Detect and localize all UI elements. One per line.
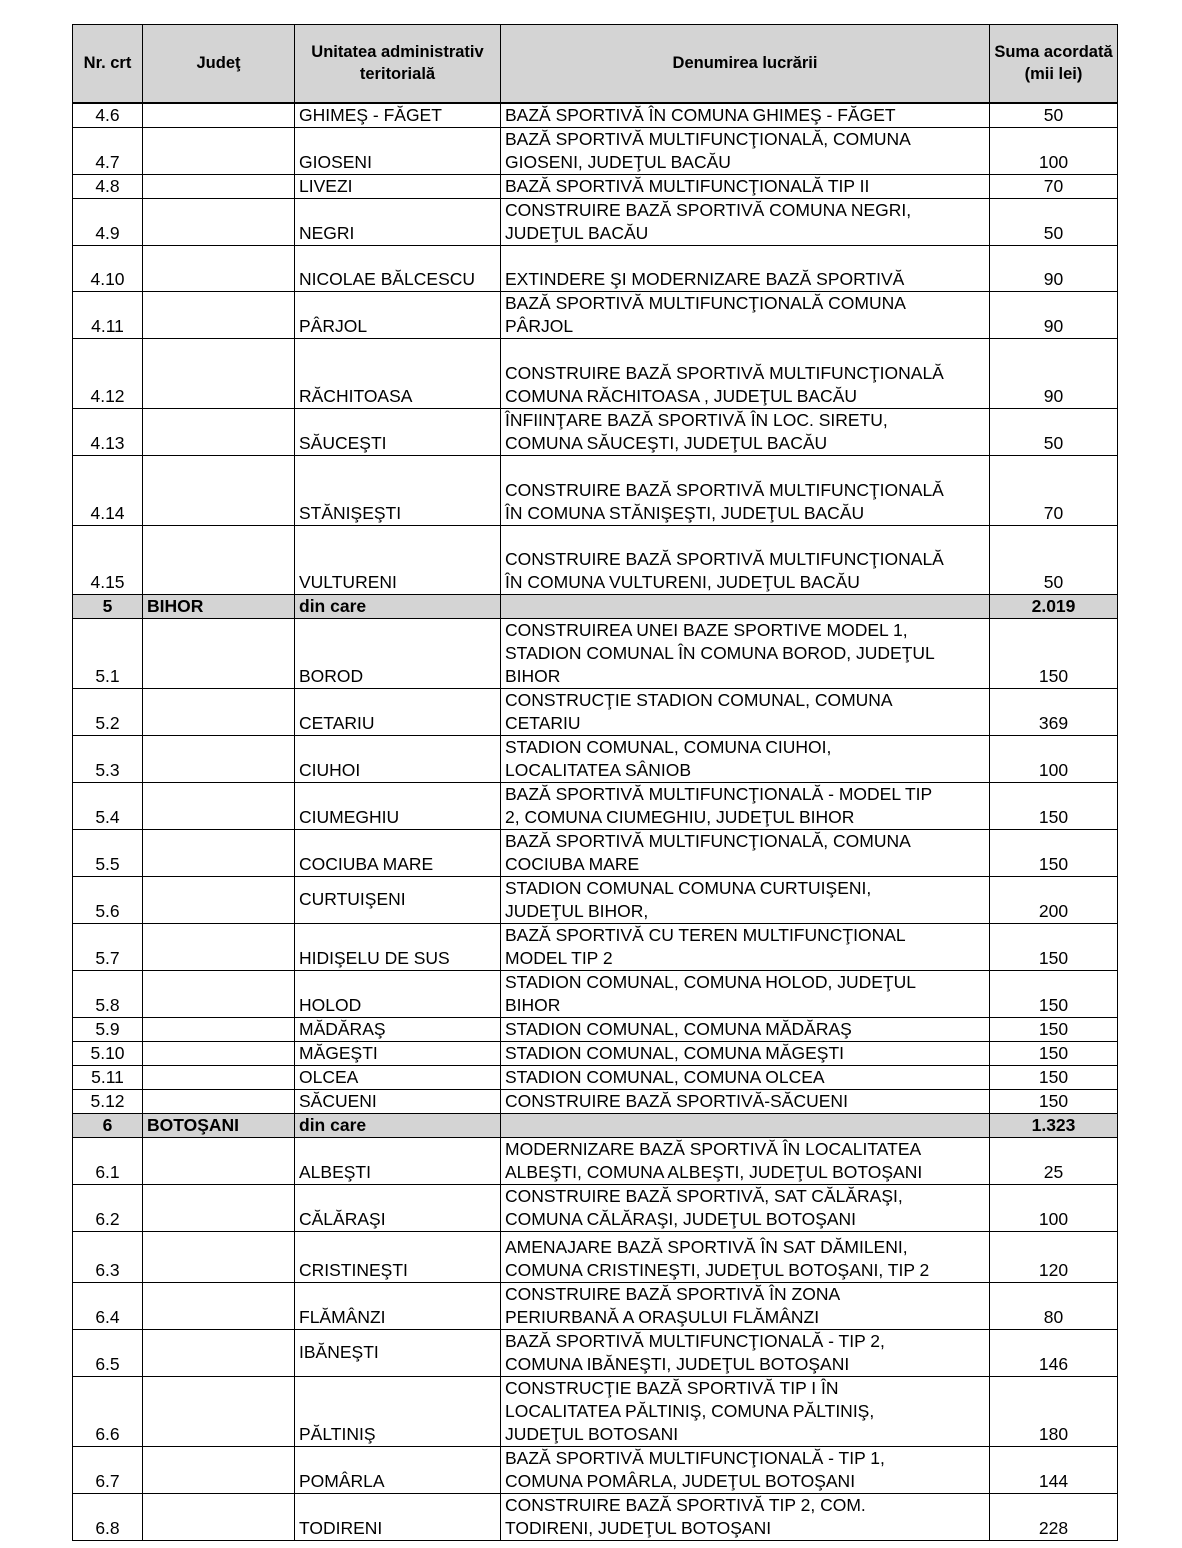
cell-nr: 4.12 — [73, 338, 143, 408]
table-row — [73, 1329, 1118, 1376]
cell-suma: 150 — [990, 1089, 1118, 1113]
denumire-line: CONSTRUIRE BAZĂ SPORTIVĂ COMUNA NEGRI, — [505, 199, 912, 220]
cell-uat: PÂRJOL — [295, 291, 501, 338]
cell-nr: 6 — [73, 1113, 143, 1137]
cell-suma: 70 — [990, 174, 1118, 198]
cell-nr: 5.2 — [73, 688, 143, 735]
cell-denumire — [501, 1089, 990, 1113]
cell-uat: HOLOD — [295, 970, 501, 1017]
denumire-line: CONSTRUIRE BAZĂ SPORTIVĂ MULTIFUNCŢIONALĂ — [505, 362, 944, 383]
cell-uat: CIUHOI — [295, 735, 501, 782]
denumire-line: CONSTRUCŢIE STADION COMUNAL, COMUNA — [505, 689, 893, 710]
cell-uat: MĂDĂRAŞ — [295, 1017, 501, 1041]
denumire-line: CONSTRUIRE BAZĂ SPORTIVĂ TIP 2, COM. — [505, 1494, 866, 1515]
cell-suma: 150 — [990, 1041, 1118, 1065]
cell-suma: 150 — [990, 829, 1118, 876]
cell-judet — [143, 876, 295, 923]
denumire-line: STADION COMUNAL, COMUNA OLCEA — [505, 1066, 825, 1087]
cell-denumire — [501, 594, 990, 618]
cell-denumire — [501, 198, 990, 245]
cell-nr: 6.2 — [73, 1184, 143, 1231]
cell-nr: 4.6 — [73, 103, 143, 128]
cell-nr: 6.4 — [73, 1282, 143, 1329]
cell-uat: TODIRENI — [295, 1493, 501, 1540]
denumire-line: CONSTRUIRE BAZĂ SPORTIVĂ MULTIFUNCŢIONALĂ — [505, 548, 944, 569]
cell-nr: 4.11 — [73, 291, 143, 338]
cell-judet — [143, 525, 295, 594]
cell-suma: 1.323 — [990, 1113, 1118, 1137]
table-row — [73, 1446, 1118, 1493]
group-row — [73, 594, 1118, 618]
table-row — [73, 1017, 1118, 1041]
cell-uat: PĂLTINIŞ — [295, 1376, 501, 1446]
table-row — [73, 1184, 1118, 1231]
cell-nr: 4.7 — [73, 127, 143, 174]
denumire-line: JUDEŢUL BIHOR, — [505, 900, 649, 921]
cell-judet — [143, 1446, 295, 1493]
table-row — [73, 876, 1118, 923]
cell-judet — [143, 1282, 295, 1329]
cell-uat: LIVEZI — [295, 174, 501, 198]
cell-nr: 6.5 — [73, 1329, 143, 1376]
cell-uat: CURTUIŞENI — [295, 876, 501, 923]
table-row — [73, 688, 1118, 735]
table-row — [73, 735, 1118, 782]
cell-judet — [143, 1065, 295, 1089]
table-row — [73, 829, 1118, 876]
cell-suma: 228 — [990, 1493, 1118, 1540]
cell-judet — [143, 455, 295, 525]
cell-denumire — [501, 1041, 990, 1065]
cell-denumire — [501, 174, 990, 198]
denumire-line: STADION COMUNAL, COMUNA HOLOD, JUDEŢUL — [505, 971, 916, 992]
cell-uat: din care — [295, 1113, 501, 1137]
cell-nr: 6.8 — [73, 1493, 143, 1540]
cell-nr: 5 — [73, 594, 143, 618]
denumire-line: STADION COMUNAL ÎN COMUNA BOROD, JUDEŢUL — [505, 642, 935, 663]
cell-judet: BIHOR — [143, 594, 295, 618]
table-header-row — [73, 25, 1118, 103]
cell-suma: 180 — [990, 1376, 1118, 1446]
cell-nr: 4.9 — [73, 198, 143, 245]
cell-denumire — [501, 735, 990, 782]
cell-nr: 5.11 — [73, 1065, 143, 1089]
cell-denumire — [501, 245, 990, 291]
denumire-line: JUDEŢUL BACĂU — [505, 222, 649, 243]
cell-denumire — [501, 876, 990, 923]
cell-denumire — [501, 1231, 990, 1282]
denumire-line: TODIRENI, JUDEŢUL BOTOŞANI — [505, 1517, 772, 1538]
cell-suma: 150 — [990, 1065, 1118, 1089]
cell-suma: 146 — [990, 1329, 1118, 1376]
denumire-line: ÎN COMUNA STĂNIŞEŞTI, JUDEŢUL BACĂU — [505, 502, 865, 523]
denumire-line: BAZĂ SPORTIVĂ ÎN COMUNA GHIMEŞ - FĂGET — [505, 104, 896, 125]
cell-nr: 6.6 — [73, 1376, 143, 1446]
table-row — [73, 408, 1118, 455]
cell-judet — [143, 782, 295, 829]
cell-suma: 50 — [990, 198, 1118, 245]
denumire-line: BIHOR — [505, 665, 561, 686]
cell-uat: CIUMEGHIU — [295, 782, 501, 829]
cell-suma: 50 — [990, 525, 1118, 594]
cell-denumire — [501, 618, 990, 688]
cell-denumire — [501, 1376, 990, 1446]
cell-judet — [143, 1231, 295, 1282]
cell-uat: HIDIŞELU DE SUS — [295, 923, 501, 970]
allocation-table — [72, 24, 1118, 1541]
cell-suma: 80 — [990, 1282, 1118, 1329]
table-row — [73, 1282, 1118, 1329]
denumire-line: STADION COMUNAL, COMUNA MĂDĂRAŞ — [505, 1018, 852, 1039]
cell-suma: 90 — [990, 338, 1118, 408]
cell-denumire — [501, 1329, 990, 1376]
denumire-line: PERIURBANĂ A ORAŞULUI FLĂMÂNZI — [505, 1306, 820, 1327]
table-row — [73, 1041, 1118, 1065]
cell-judet — [143, 1329, 295, 1376]
table-row — [73, 782, 1118, 829]
cell-judet — [143, 174, 295, 198]
cell-uat: GHIMEŞ - FĂGET — [295, 103, 501, 128]
cell-denumire — [501, 1017, 990, 1041]
table-row — [73, 127, 1118, 174]
header-nr: Nr. crt — [73, 25, 143, 103]
cell-nr: 6.3 — [73, 1231, 143, 1282]
cell-denumire — [501, 688, 990, 735]
cell-uat: MĂGEŞTI — [295, 1041, 501, 1065]
cell-suma: 90 — [990, 291, 1118, 338]
cell-nr: 4.13 — [73, 408, 143, 455]
cell-uat: SĂCUENI — [295, 1089, 501, 1113]
cell-denumire — [501, 1065, 990, 1089]
cell-suma: 120 — [990, 1231, 1118, 1282]
denumire-line: BAZĂ SPORTIVĂ CU TEREN MULTIFUNCŢIONAL — [505, 924, 906, 945]
cell-nr: 5.1 — [73, 618, 143, 688]
denumire-line: ALBEŞTI, COMUNA ALBEŞTI, JUDEŢUL BOTOŞANI — [505, 1161, 923, 1182]
table-row — [73, 455, 1118, 525]
denumire-line: BAZĂ SPORTIVĂ MULTIFUNCŢIONALĂ COMUNA — [505, 292, 906, 313]
cell-uat: OLCEA — [295, 1065, 501, 1089]
cell-suma: 200 — [990, 876, 1118, 923]
cell-judet — [143, 618, 295, 688]
denumire-line: COCIUBA MARE — [505, 853, 640, 874]
denumire-line: 2, COMUNA CIUMEGHIU, JUDEŢUL BIHOR — [505, 806, 855, 827]
cell-uat: IBĂNEŞTI — [295, 1329, 501, 1376]
cell-suma: 150 — [990, 923, 1118, 970]
denumire-line: JUDEŢUL BOTOSANI — [505, 1423, 679, 1444]
cell-suma: 100 — [990, 127, 1118, 174]
denumire-line: CONSTRUIRE BAZĂ SPORTIVĂ MULTIFUNCŢIONALĂ — [505, 479, 944, 500]
denumire-line: COMUNA POMÂRLA, JUDEŢUL BOTOŞANI — [505, 1470, 856, 1491]
cell-nr: 5.6 — [73, 876, 143, 923]
table-row — [73, 618, 1118, 688]
denumire-line: ÎNFIINŢARE BAZĂ SPORTIVĂ ÎN LOC. SIRETU, — [505, 409, 888, 430]
denumire-line: STADION COMUNAL COMUNA CURTUIŞENI, — [505, 877, 872, 898]
cell-nr: 5.9 — [73, 1017, 143, 1041]
table-row — [73, 198, 1118, 245]
cell-nr: 6.7 — [73, 1446, 143, 1493]
denumire-line: STADION COMUNAL, COMUNA MĂGEŞTI — [505, 1042, 845, 1063]
cell-judet — [143, 245, 295, 291]
cell-uat: POMÂRLA — [295, 1446, 501, 1493]
cell-uat: din care — [295, 594, 501, 618]
denumire-line: COMUNA CRISTINEŞTI, JUDEŢUL BOTOŞANI, TIP 2 — [505, 1259, 930, 1280]
cell-judet — [143, 291, 295, 338]
cell-judet — [143, 1376, 295, 1446]
denumire-line: BAZĂ SPORTIVĂ MULTIFUNCŢIONALĂ TIP II — [505, 175, 870, 196]
header-uat: Unitatea administrativ teritorială — [295, 25, 501, 103]
cell-judet — [143, 198, 295, 245]
denumire-line: COMUNA SĂUCEŞTI, JUDEŢUL BACĂU — [505, 432, 828, 453]
denumire-line: MODERNIZARE BAZĂ SPORTIVĂ ÎN LOCALITATEA — [505, 1138, 922, 1159]
cell-judet: BOTOŞANI — [143, 1113, 295, 1137]
cell-judet — [143, 1184, 295, 1231]
cell-denumire — [501, 1113, 990, 1137]
denumire-line: COMUNA RĂCHITOASA , JUDEŢUL BACĂU — [505, 385, 858, 406]
cell-suma: 2.019 — [990, 594, 1118, 618]
cell-uat: GIOSENI — [295, 127, 501, 174]
cell-judet — [143, 735, 295, 782]
cell-uat: ALBEŞTI — [295, 1137, 501, 1184]
cell-nr: 5.12 — [73, 1089, 143, 1113]
header-judet: Judeţ — [143, 25, 295, 103]
cell-uat: NEGRI — [295, 198, 501, 245]
cell-judet — [143, 688, 295, 735]
cell-denumire — [501, 1446, 990, 1493]
denumire-line: LOCALITATEA SÂNIOB — [505, 759, 692, 780]
cell-uat: STĂNIŞEŞTI — [295, 455, 501, 525]
cell-suma: 100 — [990, 735, 1118, 782]
denumire-line: CONSTRUIREA UNEI BAZE SPORTIVE MODEL 1, — [505, 619, 908, 640]
cell-nr: 5.7 — [73, 923, 143, 970]
denumire-line: COMUNA IBĂNEŞTI, JUDEŢUL BOTOŞANI — [505, 1353, 850, 1374]
denumire-line: EXTINDERE ŞI MODERNIZARE BAZĂ SPORTIVĂ — [505, 268, 905, 289]
table-row — [73, 1493, 1118, 1540]
cell-nr: 6.1 — [73, 1137, 143, 1184]
cell-uat: RĂCHITOASA — [295, 338, 501, 408]
cell-judet — [143, 127, 295, 174]
cell-suma: 50 — [990, 103, 1118, 128]
cell-judet — [143, 970, 295, 1017]
cell-denumire — [501, 1184, 990, 1231]
cell-uat: SĂUCEŞTI — [295, 408, 501, 455]
header-suma: Suma acordată (mii lei) — [990, 25, 1118, 103]
cell-denumire — [501, 782, 990, 829]
cell-denumire — [501, 1137, 990, 1184]
denumire-line: CONSTRUCŢIE BAZĂ SPORTIVĂ TIP I ÎN — [505, 1377, 839, 1398]
cell-judet — [143, 1137, 295, 1184]
cell-judet — [143, 923, 295, 970]
denumire-line: CONSTRUIRE BAZĂ SPORTIVĂ-SĂCUENI — [505, 1090, 848, 1111]
cell-uat: NICOLAE BĂLCESCU — [295, 245, 501, 291]
cell-uat: CETARIU — [295, 688, 501, 735]
cell-denumire — [501, 970, 990, 1017]
cell-uat: CRISTINEŞTI — [295, 1231, 501, 1282]
header-denumire: Denumirea lucrării — [501, 25, 990, 103]
cell-denumire — [501, 408, 990, 455]
cell-suma: 100 — [990, 1184, 1118, 1231]
denumire-line: CONSTRUIRE BAZĂ SPORTIVĂ, SAT CĂLĂRAŞI, — [505, 1185, 903, 1206]
cell-uat: VULTURENI — [295, 525, 501, 594]
cell-nr: 4.10 — [73, 245, 143, 291]
cell-suma: 150 — [990, 970, 1118, 1017]
cell-suma: 369 — [990, 688, 1118, 735]
denumire-line: BAZĂ SPORTIVĂ MULTIFUNCŢIONALĂ - MODEL TIP — [505, 783, 933, 804]
denumire-line: CONSTRUIRE BAZĂ SPORTIVĂ ÎN ZONA — [505, 1283, 841, 1304]
cell-judet — [143, 338, 295, 408]
cell-denumire — [501, 1282, 990, 1329]
table-row — [73, 103, 1118, 128]
cell-denumire — [501, 1493, 990, 1540]
cell-nr: 4.14 — [73, 455, 143, 525]
cell-suma: 50 — [990, 408, 1118, 455]
cell-denumire — [501, 923, 990, 970]
cell-suma: 150 — [990, 1017, 1118, 1041]
denumire-line: BAZĂ SPORTIVĂ MULTIFUNCŢIONALĂ, COMUNA — [505, 128, 911, 149]
table-row — [73, 1231, 1118, 1282]
cell-suma: 150 — [990, 618, 1118, 688]
cell-judet — [143, 1041, 295, 1065]
denumire-line: LOCALITATEA PĂLTINIŞ, COMUNA PĂLTINIŞ, — [505, 1400, 875, 1421]
table-row — [73, 291, 1118, 338]
cell-nr: 5.5 — [73, 829, 143, 876]
denumire-line: BIHOR — [505, 994, 561, 1015]
cell-nr: 5.4 — [73, 782, 143, 829]
denumire-line: ÎN COMUNA VULTURENI, JUDEŢUL BACĂU — [505, 571, 860, 592]
denumire-line: COMUNA CĂLĂRAŞI, JUDEŢUL BOTOŞANI — [505, 1208, 857, 1229]
cell-denumire — [501, 127, 990, 174]
cell-suma: 25 — [990, 1137, 1118, 1184]
denumire-line: BAZĂ SPORTIVĂ MULTIFUNCŢIONALĂ - TIP 2, — [505, 1330, 885, 1351]
group-row — [73, 1113, 1118, 1137]
denumire-line: STADION COMUNAL, COMUNA CIUHOI, — [505, 736, 832, 757]
cell-uat: CĂLĂRAŞI — [295, 1184, 501, 1231]
cell-suma: 70 — [990, 455, 1118, 525]
cell-suma: 150 — [990, 782, 1118, 829]
table-row — [73, 923, 1118, 970]
denumire-line: MODEL TIP 2 — [505, 947, 613, 968]
table-row — [73, 1089, 1118, 1113]
denumire-line: BAZĂ SPORTIVĂ MULTIFUNCŢIONALĂ, COMUNA — [505, 830, 911, 851]
cell-nr: 4.15 — [73, 525, 143, 594]
cell-judet — [143, 103, 295, 128]
table-row — [73, 1376, 1118, 1446]
cell-nr: 5.10 — [73, 1041, 143, 1065]
cell-denumire — [501, 525, 990, 594]
table-row — [73, 1137, 1118, 1184]
cell-denumire — [501, 829, 990, 876]
cell-judet — [143, 829, 295, 876]
cell-nr: 5.8 — [73, 970, 143, 1017]
cell-denumire — [501, 103, 990, 128]
table-row — [73, 1065, 1118, 1089]
table-row — [73, 970, 1118, 1017]
cell-uat: COCIUBA MARE — [295, 829, 501, 876]
cell-suma: 144 — [990, 1446, 1118, 1493]
table-row — [73, 174, 1118, 198]
cell-denumire — [501, 291, 990, 338]
cell-denumire — [501, 455, 990, 525]
table-row — [73, 245, 1118, 291]
cell-nr: 5.3 — [73, 735, 143, 782]
cell-judet — [143, 1089, 295, 1113]
cell-nr: 4.8 — [73, 174, 143, 198]
denumire-line: BAZĂ SPORTIVĂ MULTIFUNCŢIONALĂ - TIP 1, — [505, 1447, 885, 1468]
table-row — [73, 338, 1118, 408]
cell-uat: BOROD — [295, 618, 501, 688]
cell-suma: 90 — [990, 245, 1118, 291]
cell-judet — [143, 408, 295, 455]
denumire-line: AMENAJARE BAZĂ SPORTIVĂ ÎN SAT DĂMILENI, — [505, 1236, 908, 1257]
cell-uat: FLĂMÂNZI — [295, 1282, 501, 1329]
cell-denumire — [501, 338, 990, 408]
table-row — [73, 525, 1118, 594]
denumire-line: PÂRJOL — [505, 315, 574, 336]
cell-judet — [143, 1017, 295, 1041]
denumire-line: GIOSENI, JUDEŢUL BACĂU — [505, 151, 731, 172]
denumire-line: CETARIU — [505, 712, 581, 733]
cell-judet — [143, 1493, 295, 1540]
